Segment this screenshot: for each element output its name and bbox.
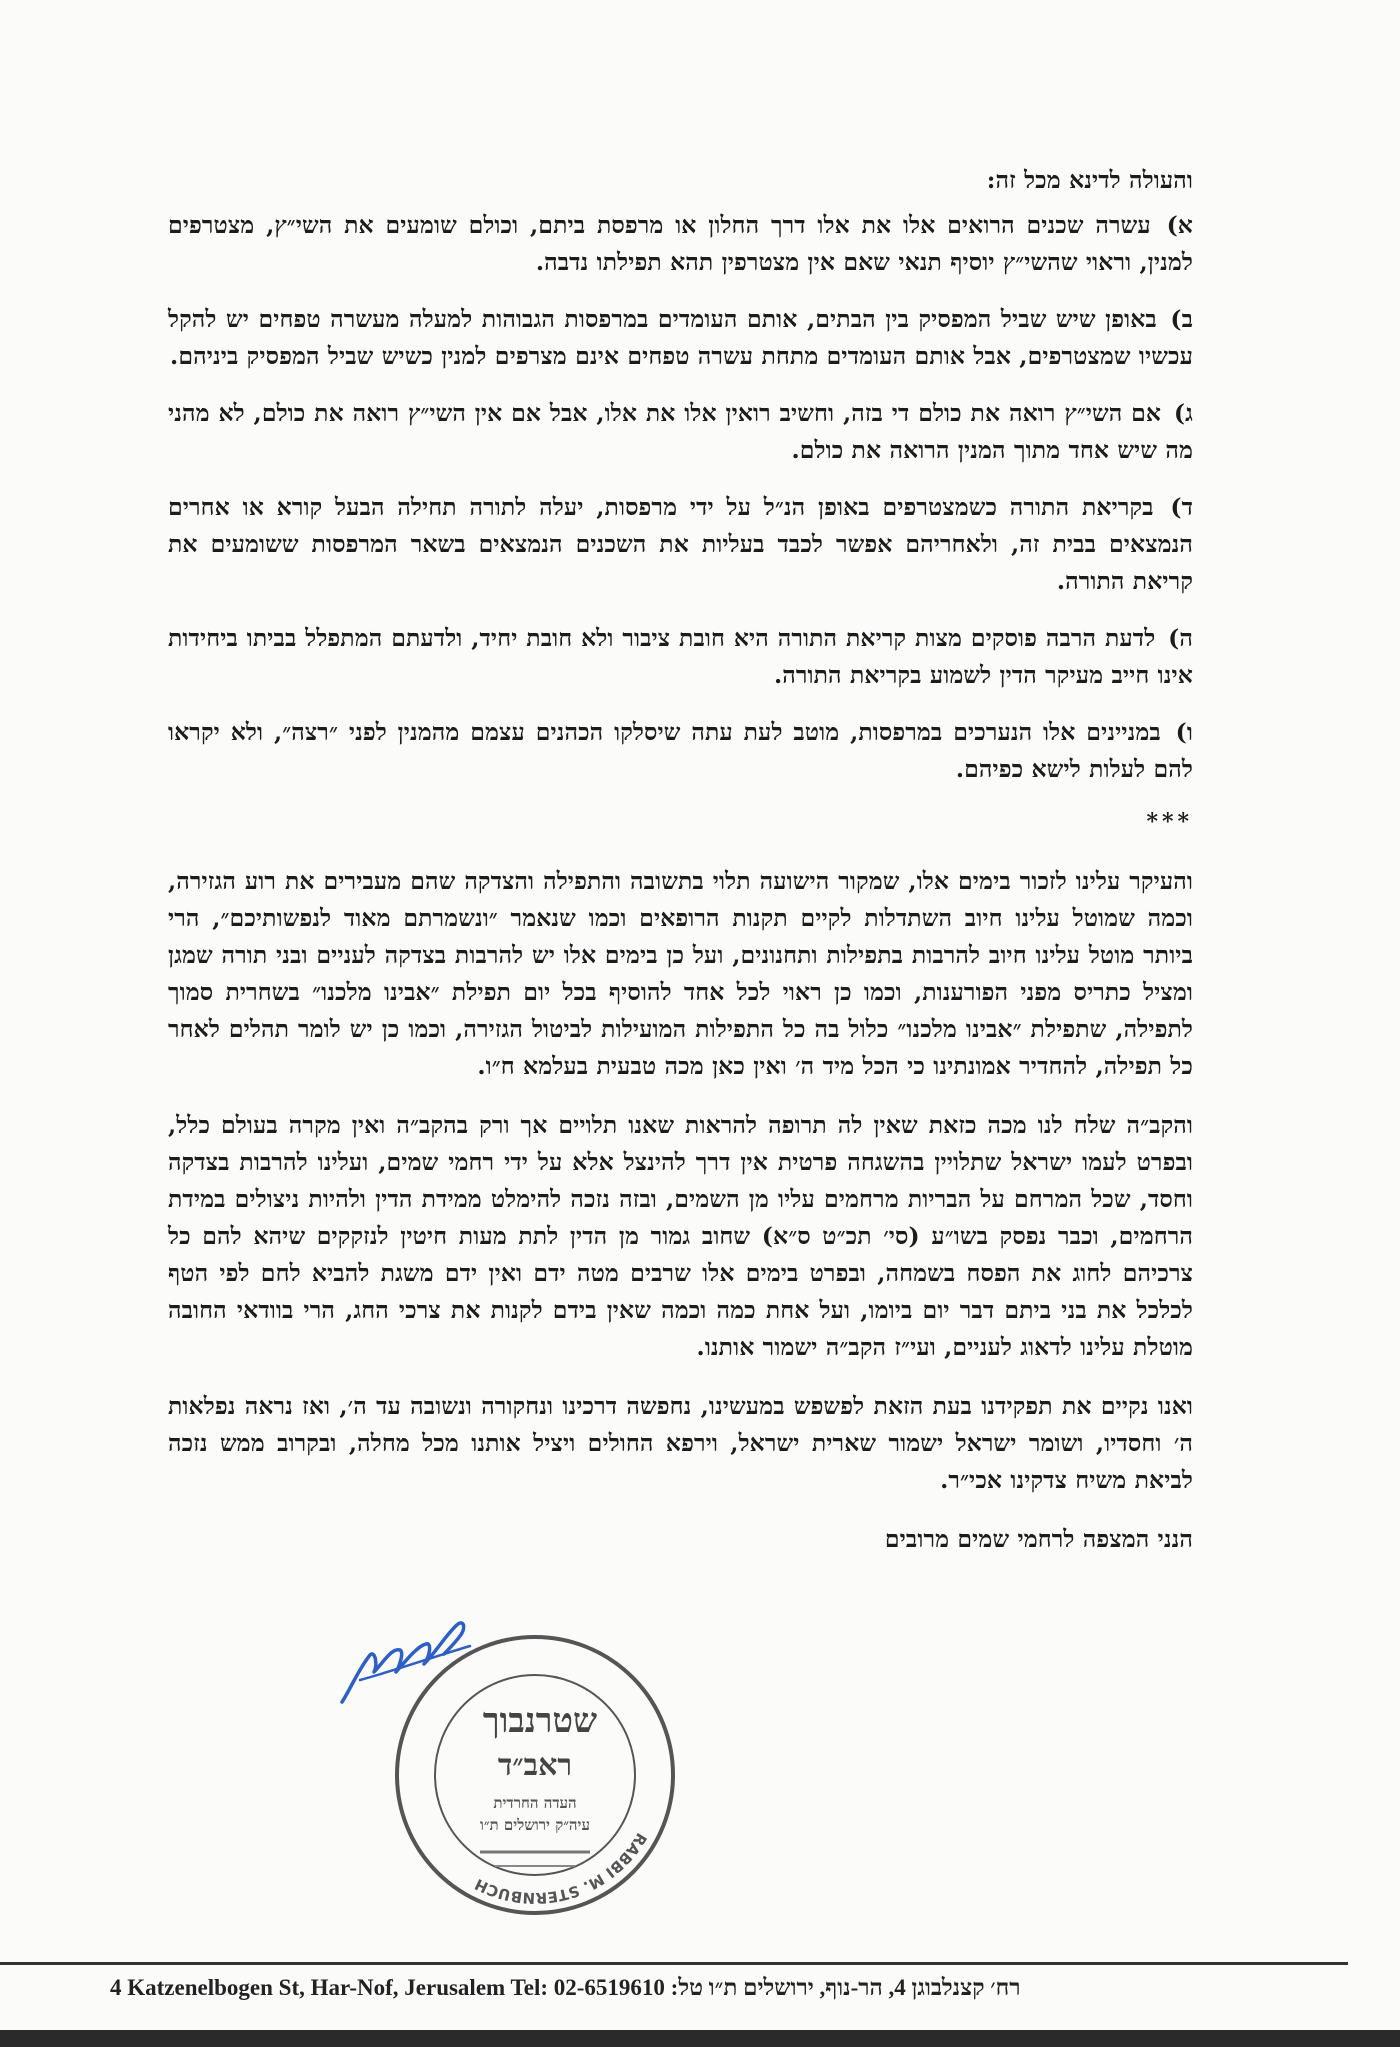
point-label: א) bbox=[1166, 211, 1193, 239]
ruling-point-d bbox=[168, 489, 1193, 600]
body-paragraph-1: והעיקר עלינו לזכור בימים אלו, שמקור הישועה תלוי בתשובה והתפילה והצדקה שהם מעבירים את רוע הגזירה, וכמה שמוטל עלינו חיוב השתדלות לקיים תקנות הרופאים וכמו שנאמר ״ונשמרתם מאוד לנפשותיכם״, הרי ביותר מוטל עלינו חיוב להרבות בתפילות ותחנונים, ועל כן בימים אלו יש להרבות בצדקה לעניים ובני תורה שמגן ומציל כתריס מפני הפורענות, וכמו כן ראוי לכל אחד להוסיף בכל יום תפילת ״אבינו מלכנו״ בשחרית סמוך לתפילה, שתפילת ״אבינו מלכנו״ כלול בה כל התפילות המועילות לביטול הגזירה, וכמו כן יש לומר תהלים לאחר כל תפילה, להחדיר אמונתינו כי הכל מיד ה׳ ואין כאן מכה טבעית בעלמא ח״ו. bbox=[168, 867, 1193, 1080]
intro-line: והעולה לדינא מכל זה: bbox=[986, 166, 1193, 194]
point-text: באופן שיש שביל המפסיק בין הבתים, אותם העומדים במרפסות הגבוהות למעלה מעשרה טפחים יש להקל עכשיו שמצטרפים, אבל אותם העומדים מתחת עשרה טפחים אינם מצרפים למנין כשיש שביל המפסיק ביניהם. bbox=[168, 305, 1193, 370]
signature-area bbox=[330, 1590, 730, 1950]
point-text: אם השי״ץ רואה את כולם די בזה, וחשיב רואין אלו את אלו, אבל אם אין השי״ץ רואה את כולם, לא מהני מה שיש אחד מתוך המנין הרואה את כולם. bbox=[168, 399, 1193, 464]
point-text: במניינים אלו הנערכים במרפסות, מוטב לעת עתה שיסלקו הכהנים עצמם מהמנין לפני ״רצה״, ולא יקראו להם לעלות לישא כפיהם. bbox=[168, 718, 1193, 783]
point-label: ד) bbox=[1170, 493, 1193, 521]
body-paragraph-2: והקב״ה שלח לנו מכה כזאת שאין לה תרופה להראות שאנו תלויים אך ורק בהקב״ה ואין מקרה בעולם כלל, ובפרט לעמו ישראל שתלויין בהשגחה פרטית אין דרך להינצל אלא על ידי רחמי שמים, ועלינו להרבות בצדקה וחסד, שכל המרחם על הבריות מרחמים עליו מן השמים, ובזה נזכה להימלט ממידת הדין ולהיות ניצולים במידת הרחמים, וכבר נפסק בשו״ע (סי׳ תכ״ט ס״א) שחוב גמור מן הדין לתת מעות חיטין לנזקקים שיהא להם כל צרכיהם לחוג את הפסח בשמחה, ובפרט בימים אלו שרבים מטה ידם ואין ידם משגת להביא לחם לפי הטף לכלכל את בני ביתם דבר יום ביומו, ועל אחת כמה וכמה שאין בידם לקנות את צרכי החג, הרי בוודאי החובה מוטלת עלינו לדאוג לעניים, ועי״ז הקב״ה ישמור אותנו. bbox=[168, 1111, 1193, 1361]
footer-address: 4 Katzenelbogen St, Har-Nof, Jerusalem Tel: 02-6519610 :רח׳ קצנלבוגן 4, הר-נוף, ירושלים ת״ו טל bbox=[110, 1975, 1021, 2000]
point-label: ב) bbox=[1170, 305, 1193, 333]
closing-line: הנני המצפה לרחמי שמים מרובים bbox=[884, 1525, 1193, 1553]
stamp-line-1: העדה החרדית bbox=[493, 1794, 577, 1812]
body-paragraph-3: ואנו נקיים את תפקידנו בעת הזאת לפשפש במעשינו, נחפשה דרכינו ונחקורה ונשובה עד ה׳, ואז נראה נפלאות ה׳ וחסדיו, ושומר ישראל ישמור שארית ישראל, וירפא החולים ויציל אותנו מכל מחלה, ובקרוב ממש נזכה לביאת משיח צדקינו אכי״ר. bbox=[168, 1392, 1193, 1494]
scan-bottom-edge bbox=[0, 2030, 1400, 2047]
point-label: ה) bbox=[1168, 624, 1193, 652]
stamp-line-2: עיה״ק ירושלים ת״ו bbox=[480, 1816, 590, 1834]
stamp-name: שטרנבוך bbox=[482, 1701, 598, 1741]
point-label: ו) bbox=[1175, 718, 1193, 746]
stamp-title: ראב״ד bbox=[497, 1748, 573, 1783]
handwritten-signature bbox=[330, 1610, 480, 1710]
point-text: לדעת הרבה פוסקים מצות קריאת התורה היא חובת ציבור ולא חובת יחיד, ולדעתם המתפלל בביתו ביחידות אינו חייב מעיקר הדין לשמוע בקריאת התורה. bbox=[168, 624, 1193, 689]
ruling-point-b bbox=[168, 301, 1193, 375]
point-text: עשרה שכנים הרואים אלו את אלו דרך החלון או מרפסת ביתם, וכולם שומעים את השי״ץ, מצטרפים למנין, וראוי שהשי״ץ יוסיף תנאי שאם אין מצטרפין תהא תפילתו נדבה. bbox=[168, 211, 1193, 276]
ruling-point-e bbox=[168, 620, 1193, 694]
letter-body bbox=[168, 162, 1193, 1558]
footer-rule bbox=[0, 1962, 1348, 1965]
point-label: ג) bbox=[1173, 399, 1193, 427]
ruling-point-a bbox=[168, 207, 1193, 281]
section-separator: *** bbox=[1146, 809, 1193, 835]
ruling-point-f bbox=[168, 714, 1193, 788]
point-text: בקריאת התורה כשמצטרפים באופן הנ״ל על ידי מרפסות, יעלה לתורה תחילה הבעל קורא או אחרים הנמצאים בבית זה, ולאחריהם אפשר לכבד בעליות את השכנים הנמצאים בשאר המרפסות ששומעים את קריאת התורה. bbox=[168, 493, 1193, 595]
ruling-point-c bbox=[168, 395, 1193, 469]
stamp-outer-text: RABBI M. STERNBUCH bbox=[471, 1829, 651, 1908]
